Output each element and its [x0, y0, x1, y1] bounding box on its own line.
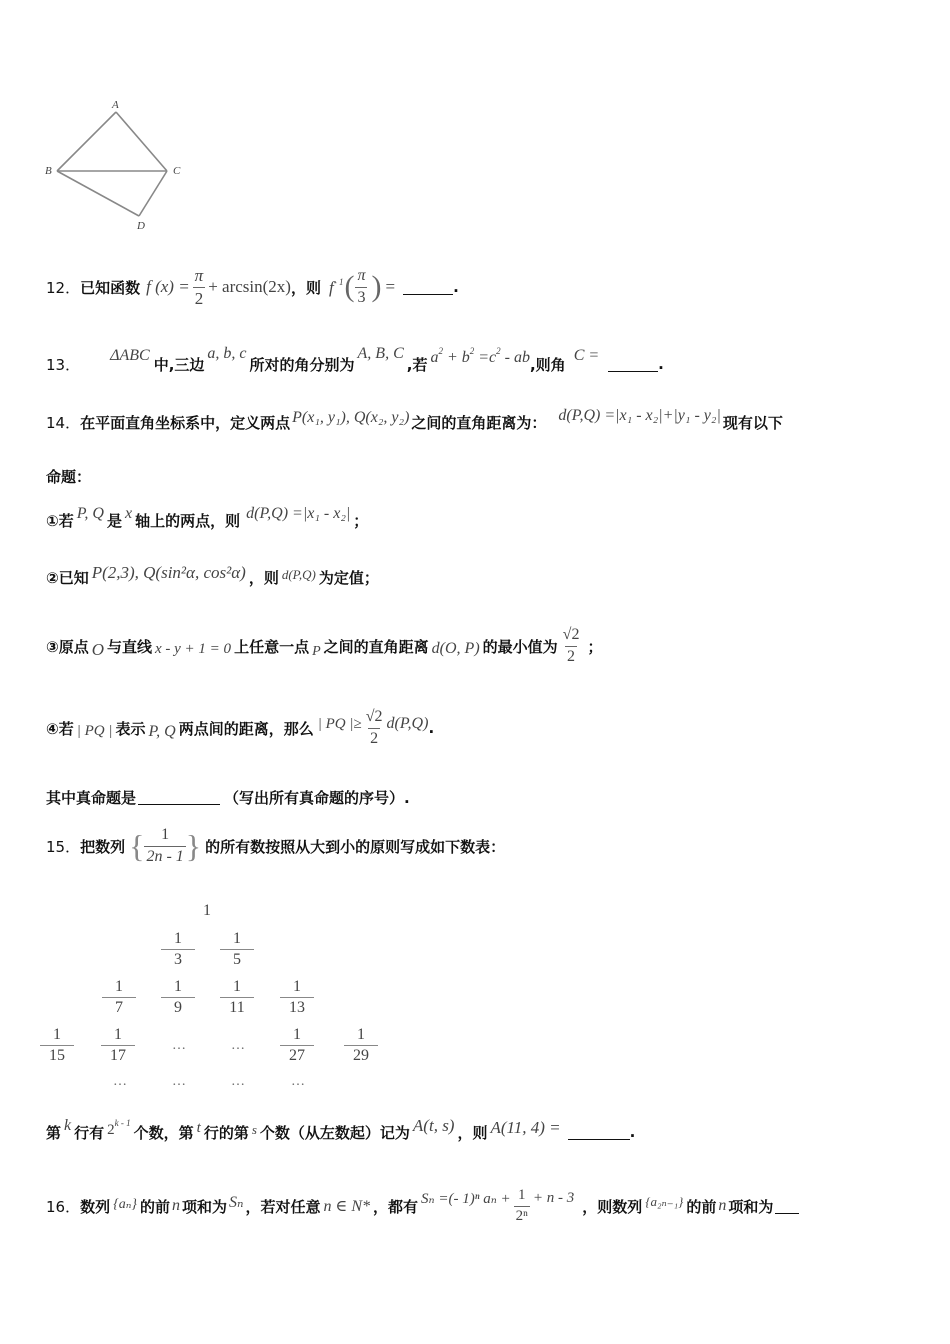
q15-q-ats: A(t, s): [412, 1116, 455, 1135]
table-row-2-cell-1: [161, 930, 195, 969]
q14-p1-c: 轴上的两点，则: [135, 511, 241, 530]
q15-q-f: ，则: [457, 1123, 488, 1142]
q14-proposition-1: [46, 503, 368, 537]
vertex-b-label: B: [45, 165, 52, 177]
q14-proposition-3: [46, 618, 602, 674]
q12-inverse-f: f: [328, 277, 334, 297]
table-row-4-cell-1: [40, 1026, 74, 1065]
q14-p4-pq: | PQ |: [76, 722, 113, 739]
row2-cell1-den: 3: [161, 949, 195, 969]
row3-cell2-num: 1: [174, 978, 182, 995]
q15-lbrace: {: [129, 827, 145, 864]
row3-cell1-den: 7: [102, 997, 136, 1017]
q14-p3-two: 2: [567, 647, 576, 665]
q12-function: f (x) =: [146, 277, 190, 296]
table-row-3-cell-2: [161, 978, 195, 1017]
q14-lead: 在平面直角坐标系中，定义两点: [80, 413, 291, 432]
q16-an: {aₙ}: [113, 1196, 137, 1212]
q15-q-exponent: k - 1: [114, 1117, 131, 1128]
q13-eq-ab: - ab: [504, 348, 530, 366]
q14-p1-formula: d(P,Q) =|x₁ - x₂|: [246, 505, 351, 522]
q13-number: 13．: [46, 355, 81, 374]
q16-t5: ，则数列: [582, 1197, 643, 1216]
q15-seq-num: 1: [161, 825, 170, 843]
q15-q-c: 个数，第: [133, 1123, 194, 1142]
q15-answer-blank[interactable]: [568, 1125, 630, 1140]
q14-p1-a: ①若: [46, 511, 74, 530]
q13-angles: A, B, C: [357, 345, 404, 362]
table-row-4-cell-2: [101, 1026, 135, 1065]
q12-arcsin: + arcsin(2x): [208, 277, 291, 296]
row1-cell1-value: 1: [203, 902, 211, 919]
table-row-3-cell-1: [102, 978, 136, 1017]
edge-ac: [116, 112, 167, 171]
q13-triangle: ΔABC: [110, 347, 150, 364]
question-15: [46, 818, 505, 874]
q14-p1-pq: P, Q: [76, 505, 104, 522]
q14-p2-a: ②已知: [46, 568, 89, 587]
q14-formula: d(P,Q) =|x₁ - x₂|+|y₁ - y₂|: [558, 407, 721, 424]
q13-equation: $a^2 + b^2 =c^2$ - ab: [430, 345, 530, 366]
q15-seq-fraction: [144, 827, 185, 866]
q14-p3-c: 上任意一点: [234, 637, 310, 656]
q15-number: 15．: [46, 837, 81, 856]
q13-tail: .: [658, 355, 664, 373]
table-row-4-cell-3: [280, 1026, 314, 1065]
q14-line-2: 命题：: [46, 468, 92, 486]
question-14-line-1: [46, 402, 783, 442]
q15-question-line: [46, 1114, 635, 1150]
q16-eq-right: + n - 3: [532, 1189, 575, 1206]
row2-cell2-num: 1: [233, 930, 241, 947]
q14-p4-b: 表示: [115, 719, 146, 738]
q15-q-a114: A(11, 4) =: [490, 1118, 561, 1137]
row4-cell3-num: 1: [293, 1026, 301, 1043]
q14-p1-b: 是: [106, 511, 122, 530]
q13-eq-plus: + b: [446, 348, 470, 366]
q12-pi: π: [194, 265, 204, 285]
q15-lead: 把数列: [80, 837, 126, 856]
q16-t7: 项和为: [728, 1197, 774, 1216]
q12-rparen: ): [371, 270, 382, 303]
q12-fraction: [193, 267, 206, 308]
row4-cell2-den: 17: [101, 1045, 135, 1065]
row4-cell4-num: 1: [357, 1026, 365, 1043]
question-16: [46, 1178, 799, 1234]
q12-equals: =: [385, 277, 396, 296]
q15-q-end: .: [629, 1123, 636, 1141]
table-row-3-cell-4: [280, 978, 314, 1017]
row3-cell2-den: 9: [161, 997, 195, 1017]
vertex-d-label: D: [137, 220, 145, 232]
q14-p4-sqrt2: √2: [365, 707, 383, 725]
q12-arg-three: 3: [357, 288, 366, 306]
q15-seq-den: 2n - 1: [146, 847, 184, 865]
q15-q-s: s: [251, 1122, 257, 1137]
q14-p3-e: 的最小值为: [482, 637, 558, 656]
q16-sn: Sₙ: [229, 1194, 244, 1211]
edge-bd: [57, 171, 139, 216]
q12-mid: ，则: [290, 278, 321, 297]
q13-eq-c: =c: [478, 348, 497, 366]
q12-lparen: (: [344, 270, 355, 303]
q15-tail: 的所有数按照从大到小的原则写成如下数表：: [205, 837, 506, 856]
q14-p3-end: ；: [587, 637, 603, 656]
q14-p3-line: x - y + 1 = 0: [155, 640, 232, 657]
row4-ellipsis-2: …: [231, 1038, 245, 1053]
row5-ellipsis-3: …: [231, 1074, 245, 1089]
row4-cell4-den: 29: [344, 1045, 378, 1065]
row4-ellipsis-1: …: [172, 1038, 186, 1053]
row2-cell2-den: 5: [220, 949, 254, 969]
q14-p4-two: 2: [370, 729, 379, 747]
q14-points: P(x₁, y₁), Q(x₂, y₂): [292, 409, 410, 426]
q14-p2-formula: P(2,3), Q(sin²α, cos²α): [91, 563, 246, 582]
table-row-2-cell-2: [220, 930, 254, 969]
q14-concl-b: （写出所有真命题的序号）.: [224, 788, 410, 807]
q13-t3: ,若: [406, 355, 428, 374]
q12-inverse: [329, 277, 343, 298]
q16-number: 16．: [46, 1197, 81, 1216]
q14-p4-c: 两点间的距离，那么: [178, 719, 314, 738]
q13-answer-blank[interactable]: [608, 357, 658, 372]
q15-q-a: 第: [46, 1123, 62, 1142]
q15-q-t: t: [196, 1119, 201, 1136]
row2-cell1-num: 1: [174, 930, 182, 947]
q15-q-power: [107, 1118, 131, 1139]
q12-tail: .: [453, 278, 459, 296]
table-row-1-cell-1: [190, 902, 224, 921]
q12-inverse-sup: - 1: [333, 276, 344, 287]
q14-p1-end: ；: [353, 511, 369, 530]
q14-p2-c: 为定值；: [318, 568, 379, 587]
q14-p4-fraction: [364, 709, 385, 748]
q16-t3: ，若对任意: [245, 1197, 321, 1216]
q15-q-two: 2: [107, 1121, 115, 1138]
vertex-a-label: A: [112, 99, 119, 111]
q16-n1: n: [172, 1197, 180, 1214]
q16-t6: 的前: [686, 1197, 717, 1216]
q16-eq-den: 2ⁿ: [515, 1207, 528, 1224]
q15-q-b: 行有: [74, 1123, 105, 1142]
edge-cd: [139, 171, 167, 216]
q15-q-d: 行的第: [203, 1123, 249, 1142]
q13-t4: ,则角: [529, 355, 566, 374]
q16-eq-fraction: [514, 1188, 530, 1225]
q14-p4-a: ④若: [46, 719, 74, 738]
q16-answer-blank[interactable]: [775, 1199, 799, 1214]
q15-q-k: k: [64, 1117, 72, 1134]
q14-proposition-2: [46, 560, 379, 594]
row5-ellipsis-1: …: [113, 1074, 127, 1089]
q14-p3-sqrt2: √2: [562, 625, 580, 643]
q14-p3-fraction: [561, 627, 582, 666]
q14-answer-blank[interactable]: [138, 790, 220, 805]
row3-cell4-den: 13: [280, 997, 314, 1017]
row5-ellipsis-4: …: [291, 1074, 305, 1089]
row5-ellipsis-2: …: [172, 1074, 186, 1089]
q13-sides: a, b, c: [207, 345, 247, 362]
q14-mid: 之间的直角距离为：: [411, 413, 547, 432]
q14-p2-d: d(P,Q): [281, 567, 316, 582]
q14-p3-b: 与直线: [106, 637, 152, 656]
q16-t1: 的前: [139, 1197, 170, 1216]
q12-number: 12．: [46, 278, 81, 297]
q14-p3-dop: d(O, P): [431, 640, 480, 657]
q14-p2-b: ，则: [248, 568, 279, 587]
q14-conclusion: [46, 786, 410, 808]
q16-t4: ，都有: [373, 1197, 419, 1216]
q14-p1-x: x: [124, 505, 133, 522]
q12-two: 2: [194, 288, 204, 308]
q14-p4-pq2: P, Q: [148, 723, 176, 740]
row3-cell3-den: 11: [220, 997, 254, 1017]
q16-eq-num: 1: [518, 1186, 526, 1203]
q13-eq-a: a: [430, 348, 439, 366]
question-13: [46, 344, 664, 384]
q12-arg-pi: π: [357, 266, 366, 284]
q16-lead: 数列: [80, 1197, 111, 1216]
q12-arg-fraction: [355, 268, 367, 307]
q14-p4-ineq: | PQ |≥: [317, 715, 362, 732]
q15-rbrace: }: [185, 827, 202, 864]
q14-p4-d: d(P,Q): [386, 715, 429, 732]
row3-cell1-num: 1: [115, 978, 123, 995]
vertex-c-label: C: [173, 165, 181, 177]
q13-t2: 所对的角分别为: [249, 355, 355, 374]
edge-ab: [57, 112, 116, 171]
q14-p3-a: ③原点: [46, 637, 89, 656]
q16-n2: n: [718, 1197, 727, 1214]
row3-cell4-num: 1: [293, 978, 301, 995]
q14-number: 14．: [46, 413, 81, 432]
q14-p3-d: 之间的直角距离: [323, 637, 429, 656]
row4-cell2-num: 1: [114, 1026, 122, 1043]
q16-a2n: {a₂ₙ₋₁}: [645, 1194, 684, 1209]
q14-tail: 现有以下: [722, 413, 783, 432]
q16-t2: 项和为: [182, 1197, 228, 1216]
row4-cell3-den: 27: [280, 1045, 314, 1065]
q13-t1: 中,三边: [153, 355, 205, 374]
q13-angle-c: C =: [573, 347, 600, 364]
q12-lead: 已知函数: [80, 278, 141, 297]
question-12: [46, 262, 459, 312]
q14-proposition-4: [46, 700, 434, 756]
row4-cell1-num: 1: [53, 1026, 61, 1043]
q16-set: n ∈ N*: [323, 1198, 371, 1215]
q15-q-e: 个数（从左数起）记为: [259, 1123, 410, 1142]
q16-eq-left: Sₙ =(- 1)ⁿ aₙ +: [421, 1190, 511, 1207]
table-row-4-cell-4: [344, 1026, 378, 1065]
row3-cell3-num: 1: [233, 978, 241, 995]
q12-answer-blank[interactable]: [403, 280, 453, 295]
q14-p3-o: O: [91, 640, 104, 659]
q14-p4-end: .: [428, 719, 435, 737]
row4-cell1-den: 15: [40, 1045, 74, 1065]
q14-p3-p: P: [312, 644, 321, 659]
table-row-3-cell-3: [220, 978, 254, 1017]
q14-concl-a: 其中真命题是: [46, 788, 137, 807]
quadrilateral-figure: [40, 98, 190, 238]
